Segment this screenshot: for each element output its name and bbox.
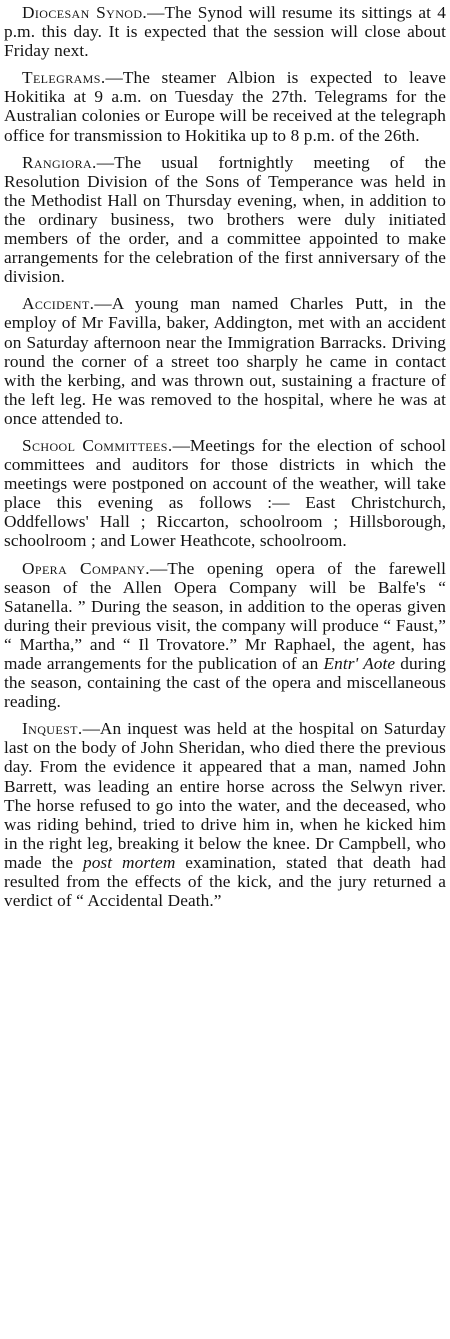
article-rangiora: Rangiora.—The usual fortnightly meeting of the Resolution Division of the Sons of Temperance was held in the Methodist Hall on Thursday evening, when, in addition to the ordinary business, two brothers were duly initiated members of the order, and a committee appointed to make arrangements for the celebration of the first anniversary of the division. bbox=[4, 152, 446, 287]
article-telegrams: Telegrams.—The steamer Albion is expected to leave Hokitika at 9 a.m. on Tuesday the 27th. Telegrams for the Australian colonies or Europe will be received at the telegraph office for transmission to Hokitika up to 8 p.m. of the 26th. bbox=[4, 68, 446, 145]
article-heading: School Committees. bbox=[22, 435, 173, 455]
article-body: The steamer Albion is expected to leave Hokitika at 9 a.m. on Tuesday the 27th. Telegrams for the Australian colonies or Europe will be received at the telegraph office for transmission to Hokitika up to 8 p.m. of the 26th. bbox=[4, 68, 446, 145]
article-heading: Opera Company. bbox=[22, 558, 150, 578]
article-diocesan-synod: Diocesan Synod.—The Synod will resume its sittings at 4 p.m. this day. It is expected that the session will close about Friday next. bbox=[4, 3, 446, 61]
article-body: The usual fortnightly meeting of the Resolution Division of the Sons of Temperance was held in the Methodist Hall on Thursday evening, when, in addition to the ordinary business, two brothers were duly initiated members of the order, and a committee appointed to make arrangements for the celebration of the first anniversary of the division. bbox=[4, 152, 446, 287]
article-body-italic: post mortem bbox=[82, 852, 176, 872]
article-inquest: Inquest.—An inquest was held at the hospital on Saturday last on the body of John Sheridan, who died there the previous day. From the evidence it appeared that a man, named John Barrett, was leading an entire horse across the Selwyn river. The horse refused to go into the water, and the deceased, who was riding behind, tried to drive him in, when he kicked him in the right leg, breaking it below the knee. Dr Campbell, who made the post mortem examination, stated that death had resulted from the effects of the kick, and the jury returned a verdict of “ Accidental Death.” bbox=[4, 719, 447, 911]
article-body: Meetings for the election of school committees and auditors for those districts in which the meetings were postponed on account of the weather, will take place this evening as follows :— East Christchurch, Oddfellows' Hall ; Riccarton, schoolroom ; Hillsborough, schoolroom ; and Lower Heathcote, schoolroom. bbox=[4, 435, 446, 551]
article-body: A young man named Charles Putt, in the employ of Mr Favilla, baker, Addington, met with an accident on Saturday afternoon near the Immigration Barracks. Driving round the corner of a street too sharply he came in contact with the kerbing, and was thrown out, sustaining a fracture of the left leg. He was removed to the hospital, where he was at once attended to. bbox=[4, 294, 446, 428]
article-heading: Diocesan Synod. bbox=[22, 3, 148, 22]
article-body-italic: Entr' Aote bbox=[323, 654, 396, 673]
newspaper-column bbox=[4, 0, 446, 910]
article-body: The Synod will resume its sittings at 4 p.m. this day. It is expected that the session will close about Friday next. bbox=[4, 3, 446, 61]
article-body: examination, stated that death had resulted from the effects of the kick, and the jury returned a verdict of “ Accidental Death.” bbox=[4, 852, 447, 911]
article-heading: Rangiora. bbox=[22, 152, 97, 172]
article-body: The opening opera of the farewell season of the Allen Opera Company will be Balfe's “ Satanella. ” During the season, in addition to the operas given during their previous visit, the company will produce “ Faust,” “ Martha,” and “ Il Trovatore.” Mr Raphael, the agent, has made arrangements for the publication of an bbox=[4, 558, 447, 673]
article-opera-company: Opera Company.—The opening opera of the farewell season of the Allen Opera Company will be Balfe's “ Satanella. ” During the season, in addition to the operas given during their previous visit, the company will produce “ Faust,” “ Martha,” and “ Il Trovatore.” Mr Raphael, the agent, has made arrangements for the publication of an Entr' Aote during the season, containing the cast of the opera and miscellaneous reading. bbox=[4, 558, 447, 712]
article-body: during the season, containing the cast of the opera and miscellaneous reading. bbox=[4, 654, 446, 712]
article-accident: Accident.—A young man named Charles Putt, in the employ of Mr Favilla, baker, Addington, met with an accident on Saturday afternoon near the Immigration Barracks. Driving round the corner of a street too sharply he came in contact with the kerbing, and was thrown out, sustaining a fracture of the left leg. He was removed to the hospital, where he was at once attended to. bbox=[4, 294, 446, 428]
article-body: An inquest was held at the hospital on Saturday last on the body of John Sheridan, who died there the previous day. From the evidence it appeared that a man, named John Barrett, was leading an entire horse across the Selwyn river. The horse refused to go into the water, and the deceased, who was riding behind, tried to drive him in, when he kicked him in the right leg, breaking it below the knee. Dr Campbell, who made the bbox=[4, 719, 446, 872]
article-heading: Inquest. bbox=[22, 719, 83, 739]
article-heading: Accident. bbox=[22, 294, 95, 314]
article-school-committees: School Committees.—Meetings for the election of school committees and auditors for those districts in which the meetings were postponed on account of the weather, will take place this evening as follows :— East Christchurch, Oddfellows' Hall ; Riccarton, schoolroom ; Hillsborough, schoolroom ; and Lower Heathcote, schoolroom. bbox=[4, 435, 446, 551]
article-heading: Telegrams. bbox=[22, 68, 106, 88]
